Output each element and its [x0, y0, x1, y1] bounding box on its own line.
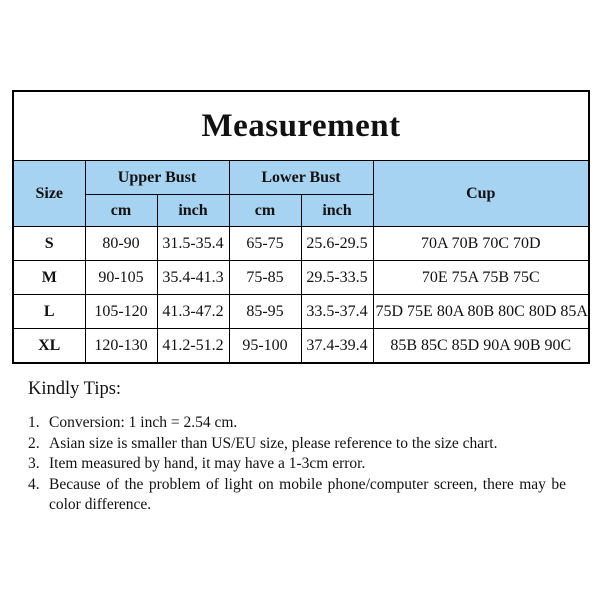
column-header-upper-bust: Upper Bust [85, 161, 229, 195]
lower-bust-cm-value: 75-85 [229, 261, 301, 295]
upper-bust-cm-value: 105-120 [85, 295, 157, 329]
unit-header-lower-inch: inch [301, 195, 373, 227]
column-header-cup: Cup [373, 161, 589, 227]
tip-item-4 [28, 475, 566, 516]
unit-header-upper-inch: inch [157, 195, 229, 227]
upper-bust-inch-value: 35.4-41.3 [157, 261, 229, 295]
cup-sizes-value: 70E 75A 75B 75C [373, 261, 589, 295]
tip-number: 3. [28, 455, 40, 472]
tip-text: Asian size is smaller than US/EU size, please reference to the size chart. [49, 434, 498, 452]
tip-text: Conversion: 1 inch = 2.54 cm. [49, 414, 238, 431]
tips-heading: Kindly Tips: [28, 379, 122, 399]
upper-bust-inch-value: 41.3-47.2 [157, 295, 229, 329]
unit-header-lower-cm: cm [229, 195, 301, 227]
tip-number: 4. [28, 475, 40, 493]
size-label: L [13, 295, 85, 329]
upper-bust-cm-value: 80-90 [85, 227, 157, 261]
table-row-s [13, 227, 589, 261]
header-row-groups [13, 161, 589, 195]
kindly-tips-section [28, 379, 566, 516]
column-header-lower-bust: Lower Bust [229, 161, 373, 195]
measurement-table [12, 90, 590, 364]
tip-text: Because of the problem of light on mobile phone/computer screen, there may be color difference. [49, 475, 566, 513]
title-row [13, 91, 589, 161]
lower-bust-cm-value: 85-95 [229, 295, 301, 329]
upper-bust-inch-value: 41.2-51.2 [157, 329, 229, 364]
tip-item-3 [28, 454, 566, 475]
cup-sizes-value: 85B 85C 85D 90A 90B 90C [373, 329, 589, 364]
table-title: Measurement [13, 91, 589, 161]
lower-bust-inch-value: 25.6-29.5 [301, 227, 373, 261]
lower-bust-cm-value: 65-75 [229, 227, 301, 261]
unit-header-upper-cm: cm [85, 195, 157, 227]
table-row-xl [13, 329, 589, 364]
upper-bust-cm-value: 120-130 [85, 329, 157, 364]
lower-bust-inch-value: 33.5-37.4 [301, 295, 373, 329]
column-header-size: Size [13, 161, 85, 227]
tip-item-2 [28, 434, 566, 455]
tip-text: Item measured by hand, it may have a 1-3cm error. [49, 455, 366, 472]
size-label: XL [13, 329, 85, 364]
cup-sizes-value: 75D 75E 80A 80B 80C 80D 85A [373, 295, 589, 329]
tip-number: 2. [28, 434, 40, 452]
lower-bust-inch-value: 29.5-33.5 [301, 261, 373, 295]
upper-bust-inch-value: 31.5-35.4 [157, 227, 229, 261]
table-row-m [13, 261, 589, 295]
lower-bust-inch-value: 37.4-39.4 [301, 329, 373, 364]
size-label: M [13, 261, 85, 295]
upper-bust-cm-value: 90-105 [85, 261, 157, 295]
tip-item-1 [28, 413, 566, 434]
size-label: S [13, 227, 85, 261]
tip-number: 1. [28, 414, 40, 431]
cup-sizes-value: 70A 70B 70C 70D [373, 227, 589, 261]
lower-bust-cm-value: 95-100 [229, 329, 301, 364]
table-row-l [13, 295, 589, 329]
